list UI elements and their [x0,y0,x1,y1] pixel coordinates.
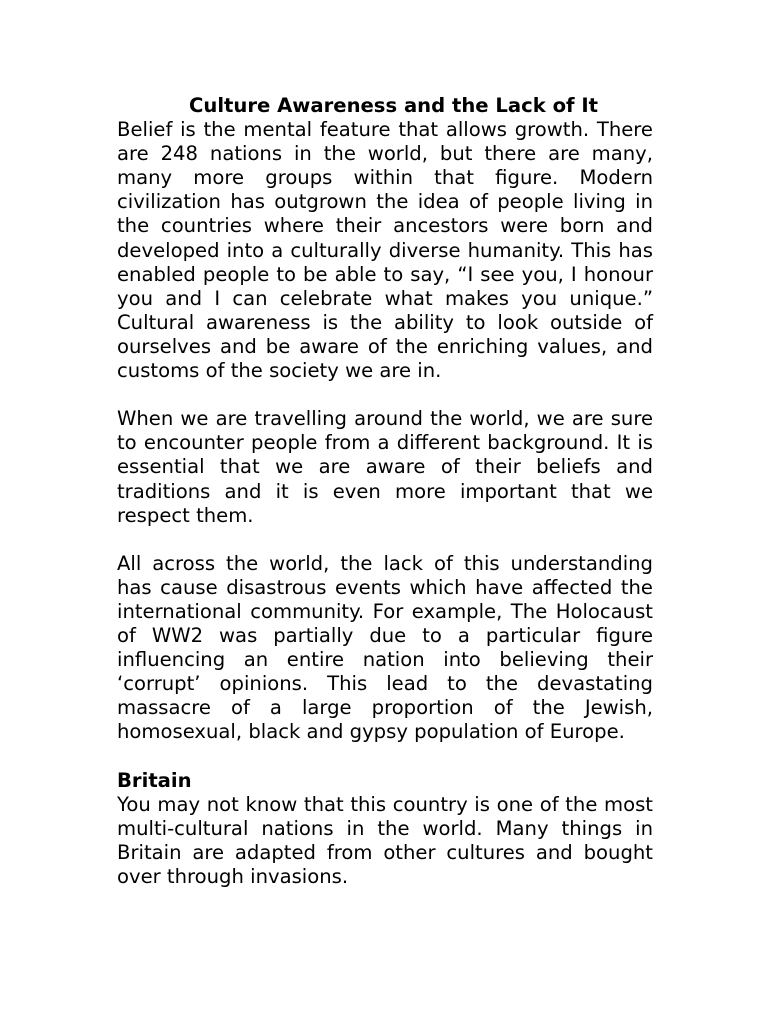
document-page [117,94,653,889]
paragraph-britain: You may not know that this country is one of the most multi-cultural nations in the world. Many things in Britain are adapted from other cultures and bought over through invasions. [117,792,653,888]
document-title: Culture Awareness and the Lack of It [189,94,599,117]
paragraph-belief: Belief is the mental feature that allows growth. There are 248 nations in the world, but there are many, many more groups within that figure. Modern civilization has outgrown the idea of people living in the countries where their ancestors were born and developed into a culturally diverse humanity. This has enabled people to be able to say, “I see you, I honour you and I can celebrate what makes you unique.” Cultural awareness is the ability to look outside of ourselves and be aware of the enriching values, and customs of the society we are in. [117,118,653,383]
section-heading-britain: Britain [117,768,192,792]
paragraph-lack-of-understanding: All across the world, the lack of this understanding has cause disastrous events which have affected the international community. For example, The Holocaust of WW2 was partially due to a particular figure influencing an entire nation into believing their ‘corrupt’ opinions. This lead to the devastating massacre of a large proportion of the Jewish, homosexual, black and gypsy population of Europe. [117,551,653,744]
paragraph-spacer [117,383,653,407]
paragraph-spacer [117,745,653,769]
paragraph-spacer [117,528,653,552]
paragraph-travelling: When we are travelling around the world, we are sure to encounter people from a different background. It is essential that we are aware of their beliefs and traditions and it is even more important that we respect them. [117,407,653,527]
